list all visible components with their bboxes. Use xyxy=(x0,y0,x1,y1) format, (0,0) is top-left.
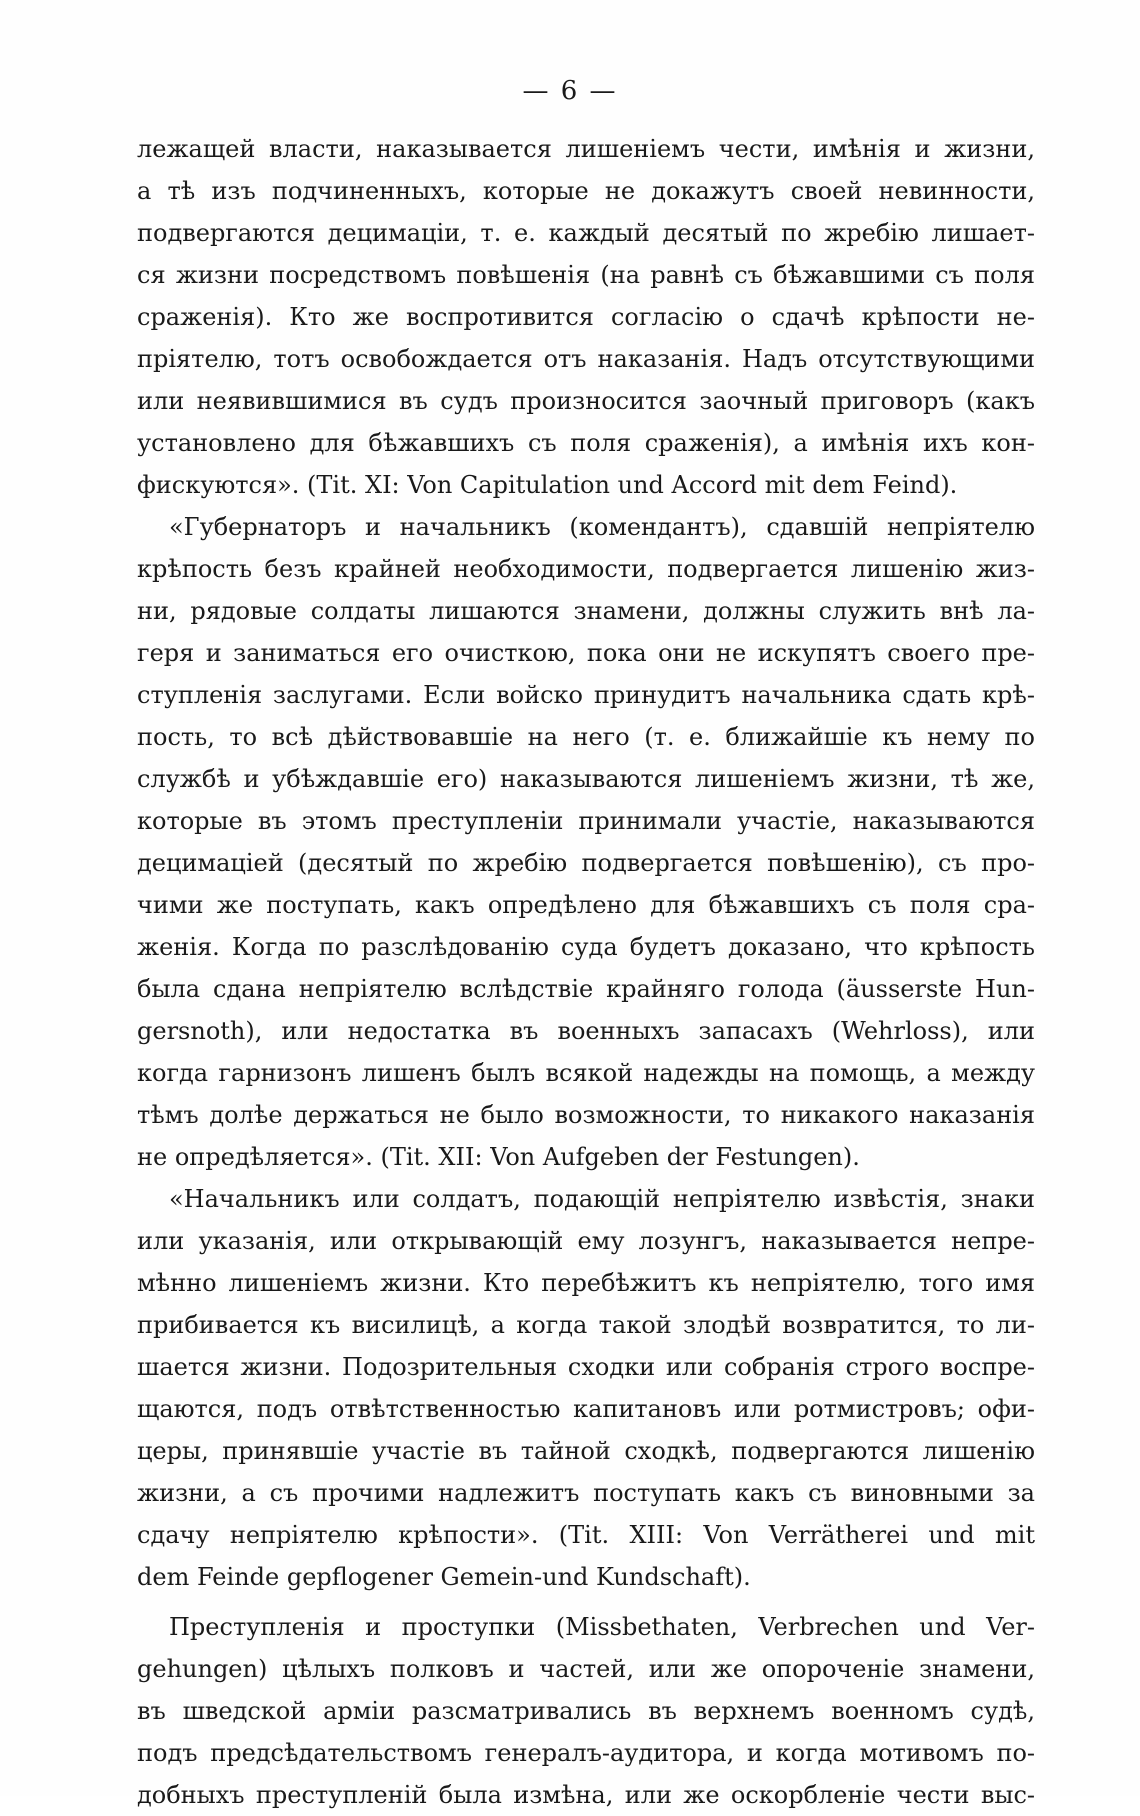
text-line: или указанія, или открывающій ему лозунгъ, наказывается непре- xyxy=(137,1227,1035,1255)
text-line: шается жизни. Подозрительныя сходки или собранія строго воспре- xyxy=(137,1353,1035,1381)
text-line: не опредѣляется». (Tit. XII: Von Aufgeben der Festungen). xyxy=(137,1143,860,1171)
text-line: gehungen) цѣлыхъ полковъ и частей, или же опороченіе знамени, xyxy=(137,1655,1035,1683)
text-line: сраженія). Кто же воспротивится согласію о сдачѣ крѣпости не- xyxy=(137,303,1035,331)
text-line: церы, принявшіе участіе въ тайной сходкѣ, подвергаются лишенію xyxy=(137,1437,1035,1465)
text-line: ступленія заслугами. Если войско принудитъ начальника сдать крѣ- xyxy=(137,681,1035,709)
text-line: «Губернаторъ и начальникъ (комендантъ), сдавшій непріятелю xyxy=(169,513,1035,541)
text-line: пость, то всѣ дѣйствовавшіе на него (т. е. ближайшіе къ нему по xyxy=(137,723,1035,751)
text-line: чими же поступать, какъ опредѣлено для бѣжавшихъ съ поля сра- xyxy=(137,891,1035,919)
text-line: добныхъ преступленій была измѣна, или же оскорбленіе чести выс- xyxy=(137,1781,1035,1809)
text-line: ни, рядовые солдаты лишаются знамени, должны служить внѣ ла- xyxy=(137,597,1035,625)
text-line: жизни, а съ прочими надлежитъ поступать какъ съ виновными за xyxy=(137,1479,1035,1507)
text-line: сдачу непріятелю крѣпости». (Tit. XIII: Von Verrätherei und mit xyxy=(137,1521,1035,1549)
text-line: ся жизни посредствомъ повѣшенія (на равнѣ съ бѣжавшими съ поля xyxy=(137,261,1035,289)
text-line: а тѣ изъ подчиненныхъ, которые не докажутъ своей невинности, xyxy=(137,177,1035,205)
text-line: установлено для бѣжавшихъ съ поля сраженія), а имѣнія ихъ кон- xyxy=(137,429,1035,457)
text-line: въ шведской арміи разсматривались въ верхнемъ военномъ судѣ, xyxy=(137,1697,1035,1725)
text-line: лежащей власти, наказывается лишеніемъ чести, имѣнія и жизни, xyxy=(137,135,1035,163)
text-line: геря и заниматься его очисткою, пока они не искупятъ своего пре- xyxy=(137,639,1035,667)
text-line: женія. Когда по разслѣдованію суда будетъ доказано, что крѣпость xyxy=(137,933,1035,961)
text-line: Преступленія и проступки (Missbethaten, Verbrechen und Ver- xyxy=(169,1613,1035,1641)
text-line: мѣнно лишеніемъ жизни. Кто перебѣжитъ къ непріятелю, того имя xyxy=(137,1269,1035,1297)
text-line: dem Feinde gepflogener Gemein-und Kundschaft). xyxy=(137,1563,751,1591)
text-line: когда гарнизонъ лишенъ былъ всякой надежды на помощь, а между xyxy=(137,1059,1035,1087)
text-line: или неявившимися въ судъ произносится заочный приговоръ (какъ xyxy=(137,387,1035,415)
paragraph-1 xyxy=(137,128,1035,506)
text-line: «Начальникъ или солдатъ, подающій непріятелю извѣстія, знаки xyxy=(169,1185,1035,1213)
text-line: gersnoth), или недостатка въ военныхъ запасахъ (Wehrloss), или xyxy=(137,1017,1035,1045)
text-line: подъ предсѣдательствомъ генералъ-аудитора, и когда мотивомъ по- xyxy=(137,1739,1035,1767)
paragraph-4 xyxy=(137,1606,1035,1816)
text-line: пріятелю, тотъ освобождается отъ наказанія. Надъ отсутствующими xyxy=(137,345,1035,373)
paragraph-3 xyxy=(137,1178,1035,1598)
body-text xyxy=(137,128,1035,1816)
paragraph-gap xyxy=(137,1598,1035,1606)
text-line: децимаціей (десятый по жребію подвергается повѣшенію), съ про- xyxy=(137,849,1035,877)
text-line: которые въ этомъ преступленіи принимали участіе, наказываются xyxy=(137,807,1035,835)
text-line: службѣ и убѣждавшіе его) наказываются лишеніемъ жизни, тѣ же, xyxy=(137,765,1035,793)
text-line: тѣмъ долѣе держаться не было возможности, то никакого наказанія xyxy=(137,1101,1035,1129)
text-line: щаются, подъ отвѣтственностью капитановъ или ротмистровъ; офи- xyxy=(137,1395,1035,1423)
text-line: была сдана непріятелю вслѣдствіе крайняго голода (äusserste Hun- xyxy=(137,975,1035,1003)
text-line: крѣпость безъ крайней необходимости, подвергается лишенію жиз- xyxy=(137,555,1035,583)
text-line: фискуются». (Tit. XI: Von Capitulation und Accord mit dem Feind). xyxy=(137,471,958,499)
paragraph-2 xyxy=(137,506,1035,1178)
page-number: — 6 — xyxy=(522,76,618,106)
text-line: прибивается къ висилицѣ, а когда такой злодѣй возвратится, то ли- xyxy=(137,1311,1035,1339)
text-line: подвергаются децимаціи, т. е. каждый десятый по жребію лишает- xyxy=(137,219,1035,247)
